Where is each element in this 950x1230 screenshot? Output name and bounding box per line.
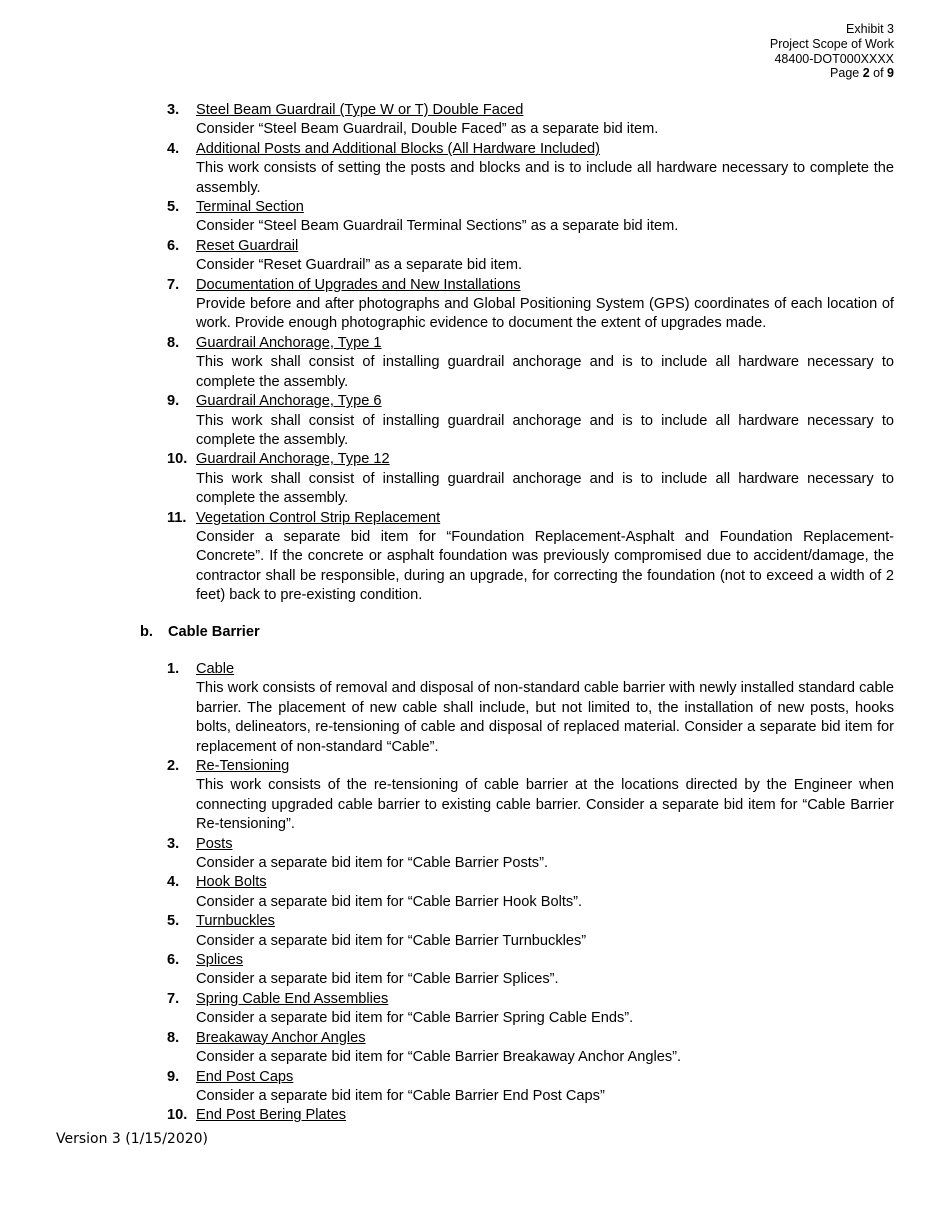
list-item: [167, 509, 894, 606]
section-letter: b.: [140, 623, 153, 640]
item-description: Consider a separate bid item for “Cable Barrier Spring Cable Ends”.: [196, 1010, 634, 1027]
item-description: This work shall consist of installing guardrail anchorage and is to include all hardware necessary to complete the assembly.: [196, 470, 894, 507]
item-number: 5.: [167, 913, 180, 930]
item-number: 10.: [167, 1107, 188, 1124]
item-number: 1.: [167, 660, 180, 677]
list-item: [167, 873, 894, 912]
list-item: [167, 951, 894, 990]
page-total: 9: [887, 66, 894, 81]
list-item: [167, 660, 894, 757]
cable-barrier-item-list: [0, 660, 950, 1126]
page-number: [770, 66, 894, 81]
list-item: [167, 1029, 894, 1068]
page-current: 2: [862, 66, 870, 81]
item-number: 7.: [167, 276, 180, 293]
list-item: [167, 450, 894, 508]
list-item: [167, 276, 894, 334]
item-description: This work shall consist of installing guardrail anchorage and is to include all hardware necessary to complete the assembly.: [196, 412, 894, 448]
item-description: Consider a separate bid item for “Cable Barrier Turnbuckles”: [196, 932, 587, 949]
list-item: [167, 198, 894, 237]
item-description: Consider a separate bid item for “Foundation Replacement-Asphalt and Foundation Replacement-Concrete”. If the concrete or asphalt foundation was previously compromised due to accident/damage, the contractor shall be responsible, during an upgrade, for correcting the foundation (not to exceed a width of 2 feet) back to pre-existing condition.: [196, 528, 894, 604]
list-item: [167, 757, 894, 835]
item-number: 8.: [167, 1029, 180, 1046]
list-item: [167, 1068, 894, 1107]
item-number: 4.: [167, 874, 180, 891]
item-title: Guardrail Anchorage, Type 1: [196, 334, 382, 351]
item-description: This work shall consist of installing guardrail anchorage and is to include all hardware necessary to complete the assembly.: [196, 354, 894, 390]
list-item: [167, 101, 894, 140]
item-description: Consider a separate bid item for “Cable Barrier Posts”.: [196, 855, 549, 872]
page-prefix: Page: [830, 66, 863, 81]
item-number: 5.: [167, 199, 180, 216]
item-number: 3.: [167, 835, 180, 852]
item-description: This work consists of setting the posts and blocks and is to include all hardware necessary to complete the assembly.: [196, 160, 894, 196]
item-description: Consider a separate bid item for “Cable Barrier Hook Bolts”.: [196, 893, 583, 910]
item-title: Hook Bolts: [196, 874, 267, 891]
item-title: End Post Caps: [196, 1068, 294, 1085]
item-number: 7.: [167, 990, 180, 1007]
item-title: Additional Posts and Additional Blocks (All Hardware Included): [196, 140, 600, 157]
section-heading-cable-barrier: [140, 623, 950, 642]
list-item: [167, 334, 894, 392]
item-title: Guardrail Anchorage, Type 12: [196, 451, 390, 468]
exhibit-label: Exhibit 3: [846, 22, 894, 36]
list-item: [167, 392, 894, 450]
version-footer: Version 3 (1/15/2020): [56, 1131, 208, 1147]
document-title: Project Scope of Work: [769, 36, 894, 51]
item-number: 10.: [167, 451, 188, 468]
page-of: of: [869, 66, 888, 81]
document-body: [0, 101, 950, 1126]
item-description: Consider “Reset Guardrail” as a separate bid item.: [196, 257, 523, 274]
item-title: Documentation of Upgrades and New Installations: [196, 276, 521, 293]
contract-number: 48400-DOT000XXXX: [774, 51, 894, 66]
page-header: [770, 22, 894, 81]
list-item: [167, 237, 894, 276]
item-number: 6.: [167, 237, 180, 254]
guardrail-item-list: [0, 101, 950, 606]
item-number: 3.: [167, 102, 180, 118]
item-description: Consider a separate bid item for “Cable Barrier Splices”.: [196, 971, 559, 988]
item-title: End Post Bering Plates: [196, 1107, 347, 1124]
item-title: Turnbuckles: [196, 913, 275, 930]
item-number: 6.: [167, 952, 180, 969]
item-title: Terminal Section: [196, 199, 304, 216]
list-item: [167, 835, 894, 874]
item-number: 8.: [167, 334, 180, 351]
item-title: Guardrail Anchorage, Type 6: [196, 393, 382, 410]
list-item: [167, 1106, 894, 1125]
item-description: Consider a separate bid item for “Cable Barrier Breakaway Anchor Angles”.: [196, 1049, 682, 1066]
list-item: [167, 912, 894, 951]
item-number: 9.: [167, 1068, 180, 1085]
item-title: Cable: [196, 660, 235, 677]
item-description: Consider “Steel Beam Guardrail Terminal Sections” as a separate bid item.: [196, 218, 679, 235]
item-description: This work consists of the re-tensioning of cable barrier at the locations directed by the Engineer when connecting upgraded cable barrier to existing cable barrier. Consider a separate bid item for “Cable Barrier Re-tensioning”.: [196, 777, 894, 833]
item-number: 9.: [167, 393, 180, 410]
item-title: Breakaway Anchor Angles: [196, 1029, 366, 1046]
section-title: Cable Barrier: [168, 623, 260, 640]
item-title: Steel Beam Guardrail (Type W or T) Double Faced: [196, 102, 524, 118]
item-description: This work consists of removal and disposal of non-standard cable barrier with newly installed standard cable barrier. The placement of new cable shall include, but not limited to, the installation of new posts, hooks bolts, delineators, re-tensioning of cable and disposal of replaced material. Consider a separate bid item for replacement of non-standard “Cable”.: [196, 680, 894, 755]
item-title: Splices: [196, 952, 244, 969]
list-item: [167, 990, 894, 1029]
list-item: [167, 140, 894, 198]
item-number: 11.: [167, 509, 187, 526]
item-description: Consider “Steel Beam Guardrail, Double Faced” as a separate bid item.: [196, 121, 659, 138]
item-number: 4.: [167, 140, 180, 157]
item-description: Provide before and after photographs and Global Positioning System (GPS) coordinates of each location of work. Provide enough photographic evidence to document the extent of upgrades made.: [196, 296, 894, 332]
item-title: Reset Guardrail: [196, 237, 299, 254]
item-title: Posts: [196, 835, 233, 852]
item-description: Consider a separate bid item for “Cable Barrier End Post Caps”: [196, 1087, 605, 1104]
item-number: 2.: [167, 758, 180, 774]
item-title: Re-Tensioning: [196, 758, 290, 774]
item-title: Vegetation Control Strip Replacement: [196, 509, 441, 526]
item-title: Spring Cable End Assemblies: [196, 990, 389, 1007]
